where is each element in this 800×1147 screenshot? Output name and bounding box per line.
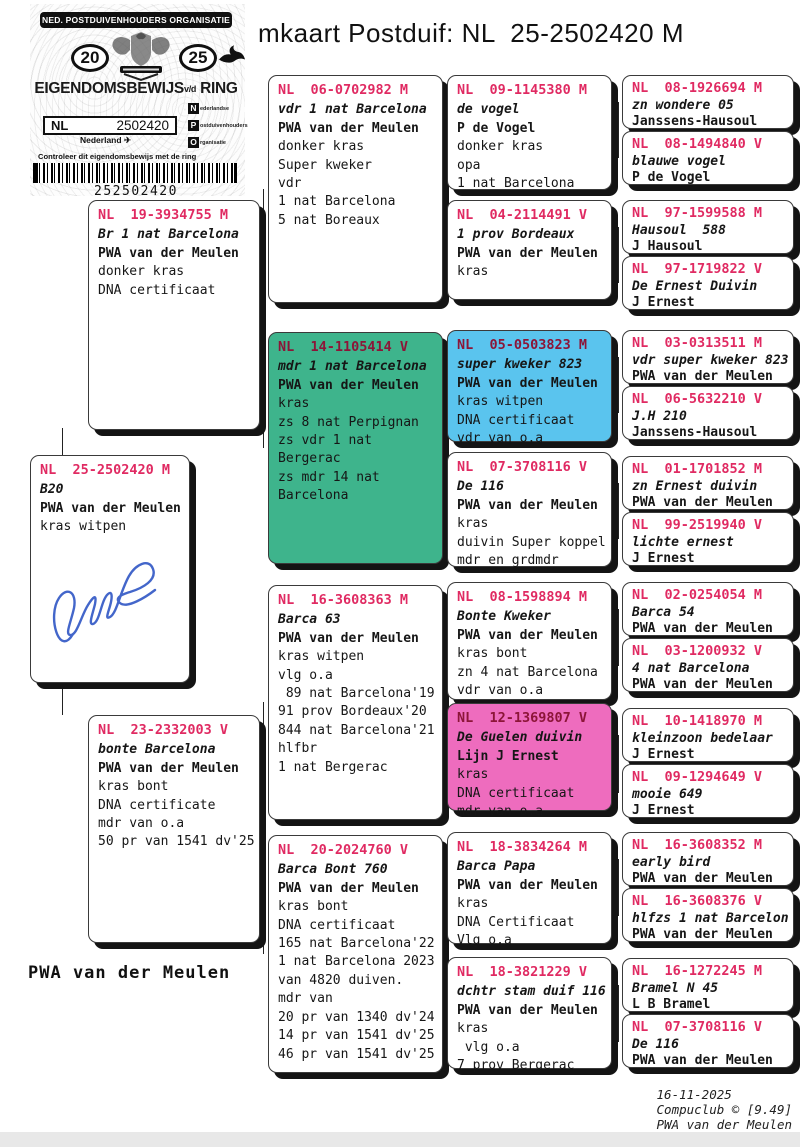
owner-name: PWA van der Meulen	[278, 630, 419, 646]
card-gen4-1	[622, 131, 794, 185]
owner-name: PWA van der Meulen	[278, 880, 419, 896]
pigeon-name: Barca 63	[278, 612, 341, 628]
npo-ownership-stamp	[30, 4, 248, 199]
card-notes	[278, 648, 433, 777]
owner-name: Lijn J Ernest	[457, 748, 559, 764]
card-note-line: 46 pr van 1541 dv'25	[278, 1046, 435, 1062]
card-notes	[457, 138, 602, 193]
pigeon-name: B20	[40, 482, 64, 498]
pigeon-name: 1 prov Bordeaux	[457, 227, 575, 243]
ring-number: NL 18-3834264 M	[457, 839, 588, 855]
owner-name: L B Bramel	[632, 997, 711, 1013]
owner-name: PWA van der Meulen	[40, 500, 181, 516]
card-gen4-11	[622, 764, 794, 818]
pedigree-connector	[443, 888, 444, 1013]
card-notes	[278, 138, 433, 230]
country-code: NL	[51, 118, 69, 133]
card-gen4-5	[622, 386, 794, 440]
card-mother	[88, 715, 260, 943]
card-note-line: 1 nat Bergerac	[278, 759, 388, 775]
card-gen3-0	[447, 75, 612, 190]
pigeon-name: Br 1 nat Barcelona	[98, 227, 239, 243]
ring-number: NL 06-0702982 M	[278, 82, 409, 98]
card-note-line: mdr van	[278, 991, 333, 1007]
card-gen2-1	[268, 332, 443, 564]
owner-name: PWA van der Meulen	[98, 245, 239, 261]
ring-number: NL 16-3608376 V	[632, 893, 763, 909]
pigeon-name: De 116	[632, 1037, 679, 1052]
owner-name: PWA van der Meulen	[457, 375, 598, 391]
pigeon-name: Barca 54	[632, 605, 695, 620]
pedigree-connector	[443, 132, 444, 250]
card-notes	[457, 645, 602, 700]
ring-number: NL 08-1598894 M	[457, 589, 588, 605]
card-note-line: 50 pr van 1541 dv'25	[98, 834, 255, 850]
card-note-line: vdr van o.a	[457, 682, 544, 698]
owner-name: Janssens-Hausoul	[632, 114, 758, 130]
dove-icon	[219, 44, 245, 65]
stamp-year-left: 20	[71, 44, 109, 72]
ring-number: NL 09-1294649 V	[632, 769, 763, 785]
card-note-line: Vlg o.a	[457, 932, 512, 948]
card-gen3-4	[447, 582, 612, 700]
card-note-line: Barcelona	[278, 488, 349, 504]
pigeon-name: Barca Bont 760	[278, 862, 388, 878]
card-gen3-5	[447, 703, 612, 819]
card-note-line: vdr van o.a	[457, 430, 544, 446]
card-note-line: kras witpen	[278, 649, 365, 665]
ring-number: NL 09-1145380 M	[457, 82, 588, 98]
owner-name: PWA van der Meulen	[632, 677, 773, 693]
npo-acronym	[188, 103, 248, 154]
pedigree-connector	[443, 386, 444, 509]
card-note-line: kras	[457, 516, 489, 532]
card-notes	[457, 515, 606, 570]
ring-number: NL 16-1272245 M	[632, 963, 763, 979]
card-note-line: mdr en grdmdr	[457, 552, 559, 568]
pedigree-connector	[618, 357, 619, 413]
ownership-title-right: RING	[200, 80, 238, 97]
card-gen3-1	[447, 200, 612, 300]
card-gen4-12	[622, 832, 794, 886]
pedigree-connector	[62, 428, 63, 455]
pigeon-name: hlfzs 1 nat Barcelon	[632, 911, 789, 926]
footer-owner: PWA van der Meulen	[656, 1117, 792, 1132]
card-note-line: van 4820 duiven.	[278, 972, 404, 988]
card-note-line: kras	[457, 896, 489, 912]
page-title: mkaart Postduif: NL 25-2502420 M	[258, 18, 684, 48]
card-gen4-4	[622, 330, 794, 384]
card-father	[88, 200, 260, 430]
card-note-line: vdr	[278, 175, 302, 191]
owner-name: Janssens-Hausoul	[632, 425, 758, 441]
ring-number: NL 23-2332003 V	[98, 722, 229, 738]
owner-name: PWA van der Meulen	[457, 497, 598, 513]
stamp-org-banner: NED. POSTDUIVENHOUDERS ORGANISATIE	[40, 12, 232, 28]
pedigree-connector	[62, 683, 63, 715]
ring-number: NL 08-1494840 V	[632, 136, 763, 152]
card-notes	[457, 263, 602, 281]
ring-number: NL 03-1200932 V	[632, 643, 763, 659]
pedigree-connector	[618, 227, 619, 283]
owner-name: PWA van der Meulen	[632, 369, 773, 385]
pigeon-name: mdr 1 nat Barcelona	[278, 359, 427, 375]
pedigree-connector	[263, 702, 264, 954]
card-note-line: 1 nat Barcelona 2023	[278, 954, 435, 970]
card-gen4-15	[622, 1014, 794, 1068]
card-gen3-3	[447, 452, 612, 567]
footer-program: Compuclub © [9.49]	[656, 1102, 792, 1117]
pigeon-name: super kweker 823	[457, 357, 583, 373]
card-note-line: duivin Super koppel	[457, 534, 606, 550]
card-gen4-7	[622, 512, 794, 566]
npo-initial-p: P	[188, 120, 199, 131]
npo-rest-o: rganisatie	[200, 139, 226, 146]
pigeon-name: Hausoul 588	[632, 223, 726, 238]
pigeon-name: lichte ernest	[632, 535, 734, 550]
pedigree-connector	[263, 189, 264, 448]
ring-number: NL 01-1701852 M	[632, 461, 763, 477]
owner-name: J Ernest	[632, 295, 695, 311]
card-note-line: zs mdr 14 nat	[278, 469, 380, 485]
card-notes	[457, 393, 602, 448]
card-gen4-3	[622, 256, 794, 310]
ownership-title-left: EIGENDOMSBEWIJS	[34, 80, 184, 97]
owner-name: PWA van der Meulen	[278, 120, 419, 136]
card-note-line: 7 prov Bergerac	[457, 1057, 575, 1073]
stamp-ring-number: 2502420	[116, 118, 169, 133]
card-gen4-8	[622, 582, 794, 636]
pigeon-name: early bird	[632, 855, 711, 870]
card-note-line: kras witpen	[40, 519, 127, 535]
ring-number: NL 10-1418970 M	[632, 713, 763, 729]
card-note-line: vlg o.a	[457, 1039, 520, 1055]
card-note-line: kras	[457, 1021, 489, 1037]
card-note-line: kras bont	[98, 779, 169, 795]
card-note-line: mdr van o.a	[457, 803, 544, 819]
owner-name: PWA van der Meulen	[632, 927, 773, 943]
npo-row-o	[188, 137, 248, 148]
owner-name: PWA van der Meulen	[632, 495, 773, 511]
ownership-title-mid: v/d	[183, 84, 197, 94]
pigeon-name: zn wondere 05	[632, 98, 734, 113]
card-gen3-6	[447, 832, 612, 948]
card-note-line: hlfbr	[278, 741, 318, 757]
npo-rest-n: ederlandse	[200, 105, 230, 112]
card-note-line: 844 nat Barcelona'21	[278, 722, 435, 738]
pigeon-name: dchtr stam duif 116	[457, 984, 606, 1000]
card-gen4-14	[622, 958, 794, 1012]
npo-rest-p: ostduivenhouders	[200, 122, 248, 129]
owner-name: J Hausoul	[632, 239, 703, 255]
card-note-line: 91 prov Bordeaux'20	[278, 704, 427, 720]
card-note-line: 14 pr van 1541 dv'25	[278, 1028, 435, 1044]
card-note-line: kras	[457, 767, 489, 783]
footer	[612, 1072, 792, 1147]
card-note-line: kras	[457, 264, 489, 280]
pedigree-connector	[618, 102, 619, 158]
country-label: Nederland ✈	[80, 135, 132, 145]
card-note-line: donker kras	[278, 139, 365, 155]
card-note-line: DNA certificaat	[98, 282, 216, 298]
country-label-text: Nederland	[80, 135, 122, 145]
card-note-line: donker kras	[98, 264, 185, 280]
card-notes	[278, 395, 433, 506]
pigeon-name: Barca Papa	[457, 859, 536, 875]
ring-number: NL 05-0503823 M	[457, 337, 588, 353]
pigeon-name: 4 nat Barcelona	[632, 661, 750, 676]
ring-number-box	[43, 116, 177, 135]
pigeon-name: bonte Barcelona	[98, 742, 216, 758]
card-notes	[98, 778, 255, 852]
npo-initial-n: N	[188, 103, 199, 114]
pedigree-connector	[618, 859, 619, 916]
breeder-name: PWA van der Meulen	[28, 963, 231, 983]
ring-number: NL 97-1599588 M	[632, 205, 763, 221]
ring-number: NL 25-2502420 M	[40, 462, 171, 478]
card-notes	[457, 1020, 602, 1075]
ring-number: NL 16-3608363 M	[278, 592, 409, 608]
ring-number: NL 19-3934755 M	[98, 207, 229, 223]
pigeon-name: de vogel	[457, 102, 520, 118]
card-note-line: DNA Certificaat	[457, 914, 575, 930]
card-note-line: Super kweker	[278, 157, 372, 173]
card-note-line: kras witpen	[457, 394, 544, 410]
pigeon-name: Bramel N 45	[632, 981, 719, 996]
npo-initial-o: O	[188, 137, 199, 148]
barcode-number: 252502420	[94, 184, 178, 199]
stamp-ownership-title	[30, 80, 242, 98]
owner-name: PWA van der Meulen	[632, 871, 773, 887]
card-note-line: zn 4 nat Barcelona	[457, 664, 598, 680]
ring-number: NL 03-0313511 M	[632, 335, 763, 351]
pedigree-connector	[618, 609, 619, 666]
card-note-line: 5 nat Boreaux	[278, 212, 380, 228]
ring-number: NL 02-0254054 M	[632, 587, 763, 603]
card-note-line: DNA certificaat	[457, 785, 575, 801]
owner-name: PWA van der Meulen	[278, 377, 419, 393]
card-gen4-0	[622, 75, 794, 129]
owner-name: J Ernest	[632, 803, 695, 819]
owner-name: PWA van der Meulen	[457, 877, 598, 893]
pedigree-connector	[618, 985, 619, 1042]
owner-name: J Ernest	[632, 551, 695, 567]
card-gen4-10	[622, 708, 794, 762]
card-note-line: kras bont	[278, 899, 349, 915]
card-gen2-2	[268, 585, 443, 820]
pigeon-name: De Ernest Duivin	[632, 279, 758, 294]
ring-number: NL 06-5632210 V	[632, 391, 763, 407]
card-gen3-2	[447, 330, 612, 446]
stamp-check-line: Controleer dit eigendomsbewijs met de ring	[38, 152, 197, 161]
ring-number: NL 04-2114491 V	[457, 207, 588, 223]
card-gen4-9	[622, 638, 794, 692]
card-note-line: 1 nat Barcelona	[457, 175, 575, 191]
pigeon-name: J.H 210	[632, 409, 687, 424]
card-note-line: vlg o.a	[278, 667, 333, 683]
ring-number: NL 99-2519940 V	[632, 517, 763, 533]
card-note-line: zs vdr 1 nat	[278, 432, 372, 448]
owner-name: PWA van der Meulen	[632, 1053, 773, 1069]
card-gen4-2	[622, 200, 794, 254]
pigeon-name: kleinzoon bedelaar	[632, 731, 773, 746]
card-note-line: 20 pr van 1340 dv'24	[278, 1009, 435, 1025]
card-gen2-3	[268, 835, 443, 1073]
card-note-line: 165 nat Barcelona'22	[278, 935, 435, 951]
card-notes	[278, 898, 433, 1064]
pigeon-name: zn Ernest duivin	[632, 479, 758, 494]
card-gen2-0	[268, 75, 443, 303]
owner-name: PWA van der Meulen	[457, 245, 598, 261]
owner-name: PWA van der Meulen	[632, 621, 773, 637]
card-note-line: DNA certificate	[98, 797, 216, 813]
pigeon-name: De Guelen duivin	[457, 730, 583, 746]
ring-number: NL 16-3608352 M	[632, 837, 763, 853]
pigeon-name: De 116	[457, 479, 504, 495]
card-gen4-6	[622, 456, 794, 510]
signature	[43, 536, 175, 656]
owner-name: PWA van der Meulen	[457, 627, 598, 643]
stamp-year-right: 25	[179, 44, 217, 72]
card-notes	[98, 263, 250, 300]
owner-name: PWA van der Meulen	[98, 760, 239, 776]
card-note-line: mdr van o.a	[98, 815, 185, 831]
ring-number: NL 08-1926694 M	[632, 80, 763, 96]
card-notes	[457, 766, 602, 821]
npo-row-p	[188, 120, 248, 131]
pigeon-name: mooie 649	[632, 787, 703, 802]
npo-row-n	[188, 103, 248, 114]
ring-number: NL 14-1105414 V	[278, 339, 409, 355]
pedigree-connector	[618, 483, 619, 539]
card-note-line: kras	[278, 396, 310, 412]
ring-number: NL 18-3821229 V	[457, 964, 588, 980]
pigeon-name: Bonte Kweker	[457, 609, 551, 625]
pigeon-name: vdr super kweker 823	[632, 353, 789, 368]
card-note-line: opa	[457, 157, 481, 173]
card-note-line: 1 nat Barcelona	[278, 194, 396, 210]
ring-number: NL 07-3708116 V	[457, 459, 588, 475]
card-note-line: DNA certificaat	[278, 917, 396, 933]
pedigree-connector	[618, 735, 619, 793]
owner-name: PWA van der Meulen	[457, 1002, 598, 1018]
owner-name: P de Vogel	[632, 170, 711, 186]
card-note-line: Bergerac	[278, 451, 341, 467]
card-note-line: donker kras	[457, 139, 544, 155]
owner-name: J Ernest	[632, 747, 695, 763]
pedigree-connector	[443, 641, 444, 757]
ring-number: NL 97-1719822 V	[632, 261, 763, 277]
card-notes	[40, 518, 180, 536]
card-notes	[457, 895, 602, 950]
card-gen3-7	[447, 957, 612, 1073]
owner-name: P de Vogel	[457, 120, 536, 136]
pigeon-name: vdr 1 nat Barcelona	[278, 102, 427, 118]
card-note-line: 89 nat Barcelona'19	[278, 685, 435, 701]
npo-crest-emblem	[106, 26, 176, 82]
pigeon-name: blauwe vogel	[632, 154, 726, 169]
card-gen4-13	[622, 888, 794, 942]
card-main-bird	[30, 455, 190, 683]
ring-number: NL 12-1369807 V	[457, 710, 588, 726]
card-note-line: zs 8 nat Perpignan	[278, 414, 419, 430]
ring-number: NL 07-3708116 V	[632, 1019, 763, 1035]
ring-number: NL 20-2024760 V	[278, 842, 409, 858]
card-note-line: kras bont	[457, 646, 528, 662]
card-note-line: DNA certificaat	[457, 412, 575, 428]
barcode	[33, 163, 237, 183]
footer-date: 16-11-2025	[656, 1087, 732, 1102]
